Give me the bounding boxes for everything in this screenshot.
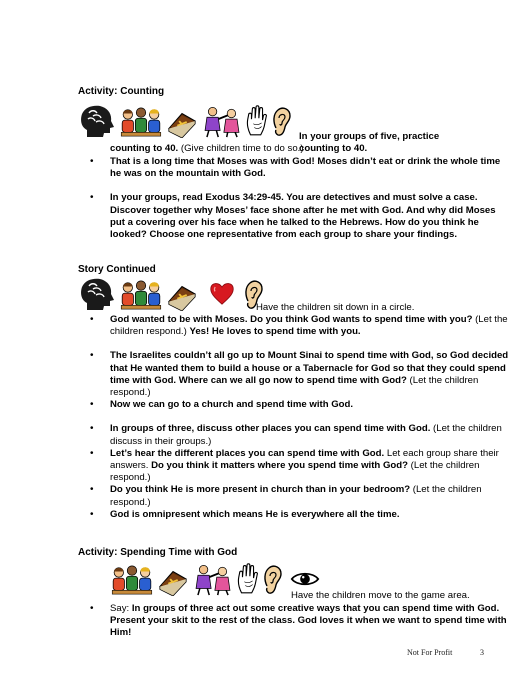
list-item: • Say: In groups of three act out some creative ways that you can spend time with God. Present your skit to the rest of the class. God loves it when we want to spend time with Him! bbox=[110, 603, 512, 640]
children-acting-icon bbox=[192, 564, 234, 596]
list-item: • Now we can go to a church and spend time with God. bbox=[110, 399, 512, 411]
group-of-children-icon bbox=[110, 564, 154, 596]
list-item: • Do you think He is more present in church than in your bedroom? (Let the children respond.) bbox=[110, 484, 512, 508]
spending-bullet-list bbox=[110, 603, 512, 640]
counting-bullet-list bbox=[110, 156, 512, 241]
bible-icon bbox=[165, 279, 199, 311]
story-bullet-list bbox=[110, 314, 512, 521]
ear-icon bbox=[271, 106, 293, 138]
counting-intro-continuation: counting to 40. (Give children time to do so.) bbox=[110, 143, 304, 154]
section-heading-counting: Activity: Counting bbox=[78, 86, 165, 97]
list-item: • The Israelites couldn’t all go up to Mount Sinai to spend time with God, so God decided that He wanted them to build a house or a Tabernacle for God so that they could spend time with God. Where can we all go now to spend time with God? (Let the children respond.) bbox=[110, 350, 512, 399]
list-item: • In your groups, read Exodus 34:29-45. You are detectives and must solve a case. Discover together why Moses’ face shone after he met with God. And why did Moses put a covering over his face when he talked to the Hebrews. How do you think he looked? Choose one representative from each group to share your findings. bbox=[110, 192, 512, 241]
story-icons-row bbox=[77, 277, 265, 311]
thinking-head-icon bbox=[77, 277, 117, 311]
hand-icon bbox=[236, 562, 260, 596]
counting-intro-bold: In your groups of five, practice counting to 40. bbox=[299, 131, 440, 155]
story-intro-text: Have the children sit down in a circle. bbox=[256, 302, 415, 313]
ear-icon bbox=[262, 564, 284, 596]
heart-icon bbox=[209, 281, 235, 305]
list-item: • Let’s hear the different places you can spend time with God. Let each group share their answers. Do you think it matters where you spend time with God? (Let the children respond.) bbox=[110, 448, 512, 485]
hand-icon bbox=[245, 104, 269, 138]
activity-icons-row bbox=[77, 104, 293, 138]
group-of-children-icon bbox=[119, 279, 163, 311]
bible-icon bbox=[165, 106, 199, 138]
eye-icon bbox=[290, 570, 320, 588]
list-item: • That is a long time that Moses was with God! Moses didn’t eat or drink the whole time he was on the mountain with God. bbox=[110, 156, 512, 180]
group-of-children-icon bbox=[119, 106, 163, 138]
list-item: • God is omnipresent which means He is everywhere all the time. bbox=[110, 509, 512, 521]
page-number: 3 bbox=[480, 648, 484, 657]
children-acting-icon bbox=[201, 106, 243, 138]
bible-icon bbox=[156, 564, 190, 596]
list-item: • God wanted to be with Moses. Do you think God wants to spend time with you? (Let the children respond.) Yes! He loves to spend time with you. bbox=[110, 314, 512, 338]
spending-intro-text: Have the children move to the game area. bbox=[291, 590, 470, 601]
counting-intro-note: (Give children time to do so.) bbox=[178, 143, 304, 154]
section-heading-story-continued: Story Continued bbox=[78, 264, 156, 275]
thinking-head-icon bbox=[77, 104, 117, 138]
list-item: • In groups of three, discuss other places you can spend time with God. (Let the children discuss in their groups.) bbox=[110, 423, 512, 447]
section-heading-spending-time: Activity: Spending Time with God bbox=[78, 547, 238, 558]
footer-not-for-profit: Not For Profit bbox=[407, 648, 453, 657]
